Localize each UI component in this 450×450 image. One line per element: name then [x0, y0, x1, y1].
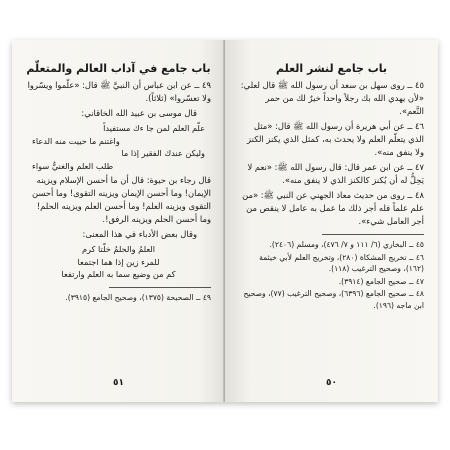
- left-page: [12, 40, 225, 402]
- footnote-47: ٤٧ ــ صحيح الجامع (٣٩١٤).: [338, 276, 424, 286]
- poem1-hemistich: طلب العلم والغنيُّ سواء: [32, 160, 114, 171]
- page-number-left: ٥١: [113, 378, 124, 388]
- footnote-46: ٤٦ ــ تخريج المشكاة (٢٨٠)، وتخريج العلم لأبي خيثمة (١٦٢)، وصحيح الترغيب (١١٨).: [259, 252, 424, 273]
- right-page: [225, 40, 438, 402]
- poem1-verse: [32, 122, 205, 135]
- hadith-49: ٤٩ ــ عن ابن عباس أن النبيَّ ﷺ قال: «علّموا ويسّروا ولا تعسّروا» (ثلاثاً).: [27, 80, 211, 103]
- hadith-45: ٤٥ ــ روى سهل بن سعد أن رسول الله ﷺ قال لعلي: «لأن يهدي الله بك رجلاً واحداً خيرٌ لك من حمر النَّعم».: [240, 80, 424, 116]
- poet1-intro: قال موسى بن عبيد الله الخاقاني:: [81, 108, 197, 118]
- right-page-title: باب جامع لنشر العلم: [275, 62, 388, 75]
- prose-raja: قال رجاء بن حيوة: قال أن ما أحسن الإسلام ويزينه الإيمان! وما أحسن الإيمان ويزينه التقوى! وما أحسن التقوى ويزينه العلم! وما أحسن العلم ويزينه الحلم! وما أحسن الحلم ويزينه الرفق!.: [31, 175, 211, 224]
- poem1-hemistich: وليكن عندك الفقير إذا ما: [121, 148, 205, 158]
- open-book: [12, 40, 438, 402]
- footnote-45: ٤٥ ــ البخاري (٦/ ١١١ و ٧/ ٤٧٦)، ومسلم (٢٤٠٦).: [269, 240, 424, 249]
- poem2-line: للمرء زين إذا هما اجتمعا: [77, 256, 160, 267]
- poem2-line: كم من وضيع سما به العلم وارتفعا: [61, 269, 176, 279]
- poem1-hemistich: واغتنم ما حييت منه الدعاء: [32, 135, 120, 146]
- poem1-hemistich: علّم العلم لمن جا ءك مستفيداً: [103, 123, 205, 133]
- footnote-divider: [109, 287, 211, 288]
- hadith-48: ٤٨ ــ روى من حديث معاذ الجهني عن النبي ﷺ: «من علم علماً فله أجر ذلك ما عمل به عامل لا ينقص من أجر العامل شيء».: [242, 190, 424, 226]
- poem2-verse: [32, 256, 205, 269]
- poem1-verse: [32, 135, 205, 148]
- footnote-49: ٤٩ ــ الصحيحة (١٣٧٥)، وصحيح الجامع (٣٩١٥).: [65, 292, 211, 302]
- hadith-46: ٤٦ ــ عن أبي هريرة أن رسول الله ﷺ قال: «مثل الذي يتعلّم العلم ولا يحدث به، كمثل الذي يكنز الكنز ولا ينفق منه».: [247, 121, 424, 157]
- poem2-verse: [32, 268, 205, 281]
- poem1-verse: [32, 160, 205, 173]
- poem2-line: العلمُ والحلمُ خلّتا كرم: [81, 244, 156, 254]
- poet2-intro: وقال بعض الأدباء في هذا المعنى:: [82, 229, 197, 239]
- footnote-48: ٤٨ ــ صحيح الجامع (٦٣٩٦)، وصحيح الترغيب (٧٧)، وصحيح ابن ماجه (١٩٦).: [243, 289, 424, 310]
- footnote-divider: [322, 234, 424, 235]
- hadith-47: ٤٧ ــ عن ابن عمر قال: قال رسول الله ﷺ: «نعم لا يَحِلُّ له أن يُكنز كالكنز الذي لا ينفق منه».: [247, 162, 424, 185]
- page-number-right: ٥٠: [326, 378, 337, 388]
- poem2-verse: [32, 243, 205, 256]
- left-page-title: باب جامع في آداب العالم والمتعلّم: [26, 62, 211, 75]
- poem1-verse: [32, 147, 205, 160]
